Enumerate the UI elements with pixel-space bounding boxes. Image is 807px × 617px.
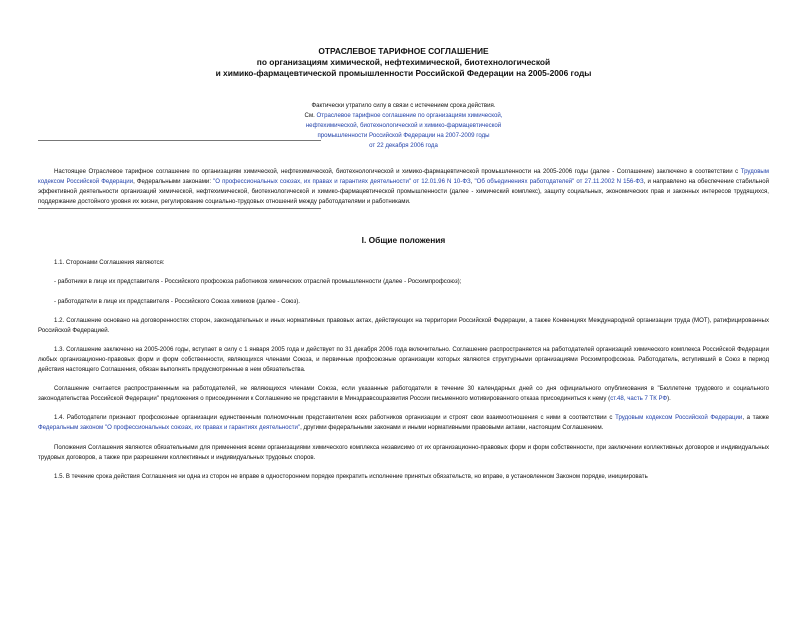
notice-link-row-1 <box>38 111 769 121</box>
trade-unions-law-link-2[interactable]: Федеральным законом "О профессиональных союзах, их правах и гарантиях деятельности" <box>38 424 301 432</box>
trade-unions-law-link[interactable]: "О профессиональных союзах, их правах и гарантиях деятельности" от 12.01.96 N 10-ФЗ <box>213 178 471 186</box>
binding-paragraph: Положения Соглашения являются обязательными для применения всеми организациями химического комплекса независимо от их организационно-правовых форм и форм собственности, при заключении коллективных договоров и индивидуальных трудовых договоров, а также при разрешении коллективных и индивидуальных трудовых споров. <box>38 443 769 461</box>
expiry-notice <box>38 101 769 151</box>
clause-1-3: 1.3. Соглашение заключено на 2005-2006 годы, вступает в силу с 1 января 2005 года и действует по 31 декабря 2006 года включительно. Соглашение распространяется на работодателей организаций химического комплекса Российской Федерации любых организационно-правовых форм и форм собственности, являющихся членами Союза, и первичные профсоюзные организации которых являются структурными организациями Росхимпрофсоюза. Работодатель, вступивший в Союз в период действия настоящего Соглашения, обязан выполнять предусмотренные в нем обязательства. <box>38 345 769 374</box>
notice-see-label: См. <box>304 112 315 119</box>
successor-agreement-link-2[interactable]: нефтехимической, биотехнологической и химико-фармацевтической <box>305 122 502 129</box>
title-line-1: ОТРАСЛЕВОЕ ТАРИФНОЕ СОГЛАШЕНИЕ <box>318 46 489 56</box>
document-title <box>38 46 769 79</box>
notice-top-rule <box>38 140 321 141</box>
labor-code-link-2[interactable]: Трудовым кодексом Российской Федерации <box>615 414 743 422</box>
clause-1-1-workers: - работники в лице их представителя - Российского профсоюза работников химических отраслей промышленности (далее - Росхимпрофсоюз); <box>54 278 462 286</box>
title-line-3: и химико-фармацевтической промышленности Российской Федерации на 2005-2006 годы <box>215 68 592 78</box>
notice-line-1: Фактически утратило силу в связи с истечением срока действия. <box>311 102 496 109</box>
document-page <box>0 46 807 617</box>
successor-agreement-link-3[interactable]: промышленности Российской Федерации на 2007-2009 годы <box>317 132 490 139</box>
extension-paragraph: Соглашение считается распространенным на работодателей, не являющихся членами Союза, если указанные работодатели в течение 30 календарных дней со дня официального опубликования в "Бюллетене трудового и социального законодательства Российской Федерации" предложения о присоединении к Соглашению не представили в Минздравсоцразвития России письменного мотивированного отказа присоединиться к нему (ст.48, часть 7 ТК РФ). <box>38 385 769 403</box>
tk-article-48-link[interactable]: ст.48, часть 7 ТК РФ <box>610 395 668 403</box>
clause-1-2: 1.2. Соглашение основано на договоренностях сторон, законодательных и иных нормативных правовых актах, действующих на территории Российской Федерации, а также Конвенциях Международной организации труда (МОТ), ратифицированных Российской Федерацией. <box>38 316 769 334</box>
notice-bottom-rule <box>38 208 321 209</box>
section-heading-general: I. Общие положения <box>361 235 446 246</box>
successor-agreement-link-4[interactable]: от 22 декабря 2006 года <box>369 142 438 149</box>
successor-agreement-link[interactable]: Отраслевое тарифное соглашение по организациям химической, <box>316 112 503 119</box>
clause-1-5: 1.5. В течение срока действия Соглашения ни одна из сторон не вправе в одностороннем порядке прекратить исполнение принятых обязательств, но вправе, в установленном Законом порядке, инициировать <box>54 472 648 480</box>
employers-associations-law-link[interactable]: "Об объединениях работодателей" от 27.11.2002 N 156-ФЗ <box>474 178 644 186</box>
intro-paragraph: Настоящее Отраслевое тарифное соглашение по организациям химической, нефтехимической, биотехнологической и химико-фармацевтической промышленности на 2005-2006 годы (далее - Соглашение) заключено в соответствии с Трудовым кодексом Российской Федерации, Федеральными законами: "О профессиональных союзах, их правах и гарантиях деятельности" от 12.01.96 N 10-ФЗ, "Об объединениях работодателей" от 27.11.2002 N 156-ФЗ, и направлено на обеспечение стабильной эффективной деятельности организаций химической, нефтехимической, биотехнологической и химико-фармацевтической промышленности (далее - химический комплекс), защиту социальных, экономических прав и законных интересов трудящихся, поддержание достойного уровня их жизни, регулирование социально-трудовых отношений между работодателями и работниками. <box>38 168 769 206</box>
clause-1-1-employers: - работодатели в лице их представителя - Российского Союза химиков (далее - Союз). <box>54 297 300 305</box>
clause-1-1: 1.1. Сторонами Соглашения являются: <box>54 259 165 267</box>
labor-code-link[interactable]: Трудовым кодексом Российской Федерации <box>38 168 769 186</box>
clause-1-4: 1.4. Работодатели признают профсоюзные организации единственным полномочным представителем всех работников организации и строят свои взаимоотношения с ними в соответствии с Трудовым кодексом Российской Федерации, а также Федеральным законом "О профессиональных союзах, их правах и гарантиях деятельности", другими федеральными законами и иными нормативными правовыми актами, настоящим Соглашением. <box>38 414 769 432</box>
title-line-2: по организациям химической, нефтехимической, биотехнологической <box>256 57 551 67</box>
